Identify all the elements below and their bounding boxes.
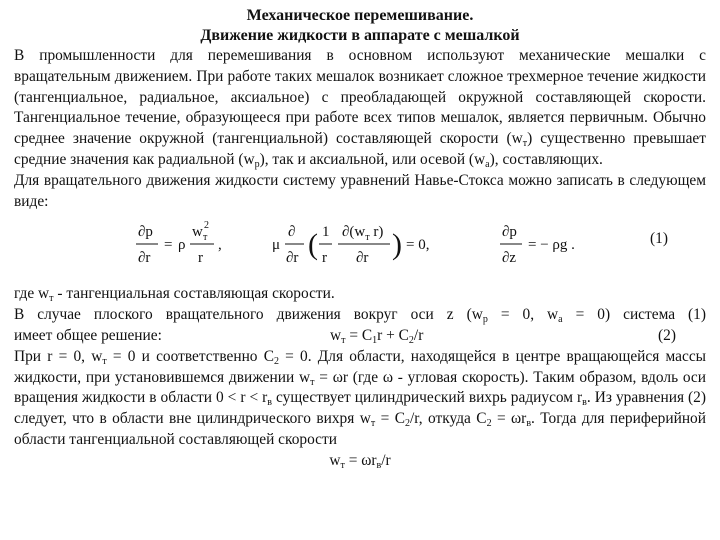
equation-number-1: (1) (650, 230, 668, 248)
eq-mu: μ (272, 237, 281, 254)
eq-d: ∂ (288, 224, 296, 241)
eq-comma-1: , (218, 237, 222, 254)
general-solution-formula: $w_т = C_1r + C_2/r$ (330, 326, 424, 346)
general-solution-line (14, 326, 706, 347)
eq-dz: ∂z (502, 250, 517, 267)
paragraph-where: где $w_т$ - тангенциальная составляющая скорости. (14, 285, 335, 305)
paragraph-plane-rotation: В случае плоского вращательного движения вокруг оси z ($w_р = 0$, $w_а = 0$) система (1) (14, 306, 706, 326)
paragraph-navier-stokes: Для вращательного движения жидкости систему уравнений Навье-Стокса можно записать в следующем виде: (14, 171, 706, 210)
eq-rho: ρ (178, 237, 186, 254)
eq-r: r (198, 250, 203, 267)
eq-w: w (192, 224, 203, 241)
eq-minus-rho-g: = − ρg . (528, 237, 575, 254)
eq-dr: ∂r (138, 250, 151, 267)
general-solution-label: имеет общее решение: (14, 326, 162, 344)
eq-sup2: 2 (204, 220, 209, 232)
paragraph-vortex: При r = 0, $w_т = 0$ и соответственно $C_2 = 0$. Для области, находящейся в центре вращающейся массы жидкости, при установившемся движении $w_т = \omega r$ (где ω - угловая скорость). Таким образом, вдоль оси вращения жидкости в области $0 < r < r_в$ существует цилиндрический вихрь радиусом $r_в$. Из уравнения (2) следует, что в области вне цилиндрического вихря $w_т = C_2/r$, откуда $C_2 = \omega r_в$. Тогда для периферийной области тангенциальной составляющей скорости (14, 347, 706, 448)
eq-paren-right: ) (392, 228, 402, 262)
eq-paren-left: ( (308, 228, 318, 262)
eq-sub-t: т (203, 232, 208, 244)
eq-d-rw: $\partial(w_т$ r) (342, 224, 384, 244)
title-line-2: Движение жидкости в аппарате с мешалкой (200, 27, 520, 44)
final-formula: $w_т = \omega r_в/r$ (329, 451, 391, 471)
eq-zero: = 0, (406, 237, 430, 254)
eq-dp: ∂p (138, 224, 153, 241)
eq-dp-2: ∂p (502, 224, 517, 241)
document-page (14, 6, 706, 472)
equation-system-1 (14, 214, 706, 280)
title-line-1: Механическое перемешивание. (246, 7, 474, 24)
eq-r-2: r (322, 250, 327, 267)
eq-dr-2: ∂r (286, 250, 299, 267)
paragraph-intro: В промышленности для перемешивания в основном используют механические мешалки с вращательным движением. При работе таких мешалок возникает сложное трехмерное течение жидкости (тангенциальное, радиальное, аксиальное) с преобладающей окружной составляющей скорости. Тангенциальное течение, образующееся при работе всех типов мешалок, является первичным. Обычно среднее значение окружной (тангенциальной) составляющей скорости $(w_т)$ существенно превышает средние значения как радиальной $(w_р)$, так и аксиальной, или осевой $(w_а)$, составляющих. (14, 47, 706, 170)
equation-number-2: (2) (658, 326, 676, 344)
eq-one: 1 (322, 224, 330, 241)
eq-equals: = (164, 237, 173, 254)
eq-dr-3: ∂r (356, 250, 369, 267)
equation-graphic (134, 214, 614, 280)
